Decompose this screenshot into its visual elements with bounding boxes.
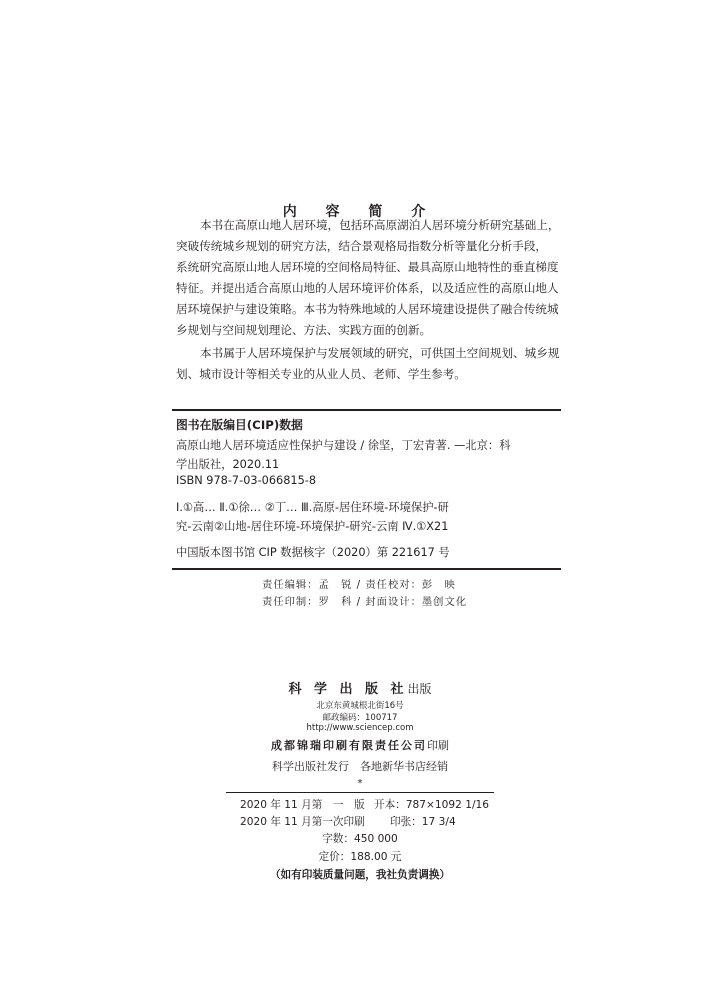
separator-star: *	[357, 778, 363, 789]
summary-line: 特征。并提出适合高原山地的人居环境评价体系，以及适应性的高原山地人	[176, 281, 559, 295]
credits-print-line: 责任印制：罗 科 / 封面设计：墨创文化	[262, 596, 468, 608]
printer-suffix: 印刷	[427, 739, 449, 752]
edition-date: 2020 年 11 月第 一 版	[240, 799, 365, 811]
publisher-name	[0, 678, 720, 697]
sheets-spec: 印张：17 3/4	[390, 816, 456, 828]
summary-paragraph-1	[176, 215, 576, 341]
printer-line	[0, 737, 720, 753]
publisher-name-text: 科 学 出 版 社	[288, 682, 408, 697]
cip-subject-line: Ⅰ.①高… Ⅱ.①徐… ②丁… Ⅲ.高原-居住环境-环境保护-研	[176, 501, 449, 514]
cip-library-line: 中国版本图书馆 CIP 数据核字（2020）第 221617 号	[176, 546, 450, 559]
price: 定价：188.00 元	[318, 851, 402, 863]
printer-name: 成都锦瑞印刷有限责任公司	[271, 739, 427, 752]
credits-editor-line: 责任编辑：孟 锐 / 责任校对：彭 映	[262, 579, 456, 591]
summary-line: 突破传统城乡规划的研究方法，结合景观格局指数分析等量化分析手段，	[176, 239, 548, 253]
cip-heading: 图书在版编目(CIP)数据	[176, 418, 303, 432]
cip-line: 学出版社，2020.11	[176, 458, 280, 471]
specs-top-rule	[226, 792, 494, 793]
cip-isbn: ISBN 978-7-03-066815-8	[176, 474, 317, 487]
publisher-postcode: 邮政编码：100717	[322, 713, 398, 723]
publisher-name-suffix: 出版	[407, 682, 432, 696]
format-spec: 开本：787×1092 1/16	[374, 799, 489, 811]
summary-title: 内 容 简 介	[282, 204, 438, 220]
summary-line: 划、城市设计等相关专业的从业人员、老师、学生参考。	[176, 367, 466, 381]
cip-subject-line: 究-云南②山地-居住环境-环境保护-研究-云南 Ⅳ.①X21	[176, 520, 449, 533]
summary-line: 本书属于人居环境保护与发展领域的研究，可供国土空间规划、城乡规	[200, 346, 560, 360]
publisher-address: 北京东黄城根北街16号	[316, 701, 404, 711]
summary-paragraph-2	[176, 343, 576, 385]
word-count: 字数：450 000	[322, 833, 398, 845]
publisher-website: http://www.sciencep.com	[306, 723, 414, 733]
summary-line: 居环境保护与建设策略。本书为特殊地域的人居环境建设提供了融合传统城	[176, 302, 559, 316]
cip-line: 高原山地人居环境适应性保护与建设 / 徐坚，丁宏青著. —北京：科	[176, 439, 511, 452]
distribution-line: 科学出版社发行 各地新华书店经销	[272, 760, 448, 773]
cip-bottom-rule	[172, 568, 561, 570]
quality-notice: （如有印装质量问题，我社负责调换）	[269, 869, 451, 881]
summary-line: 本书在高原山地人居环境，包括环高原湖泊人居环境分析研究基础上，	[200, 218, 560, 232]
summary-line: 系统研究高原山地人居环境的空间格局特征、最具高原山地特性的垂直梯度	[176, 260, 559, 274]
cip-top-rule	[172, 409, 561, 411]
summary-line: 乡规划与空间规划理论、方法、实践方面的创新。	[176, 323, 432, 337]
print-date: 2020 年 11 月第一次印刷	[240, 816, 365, 828]
